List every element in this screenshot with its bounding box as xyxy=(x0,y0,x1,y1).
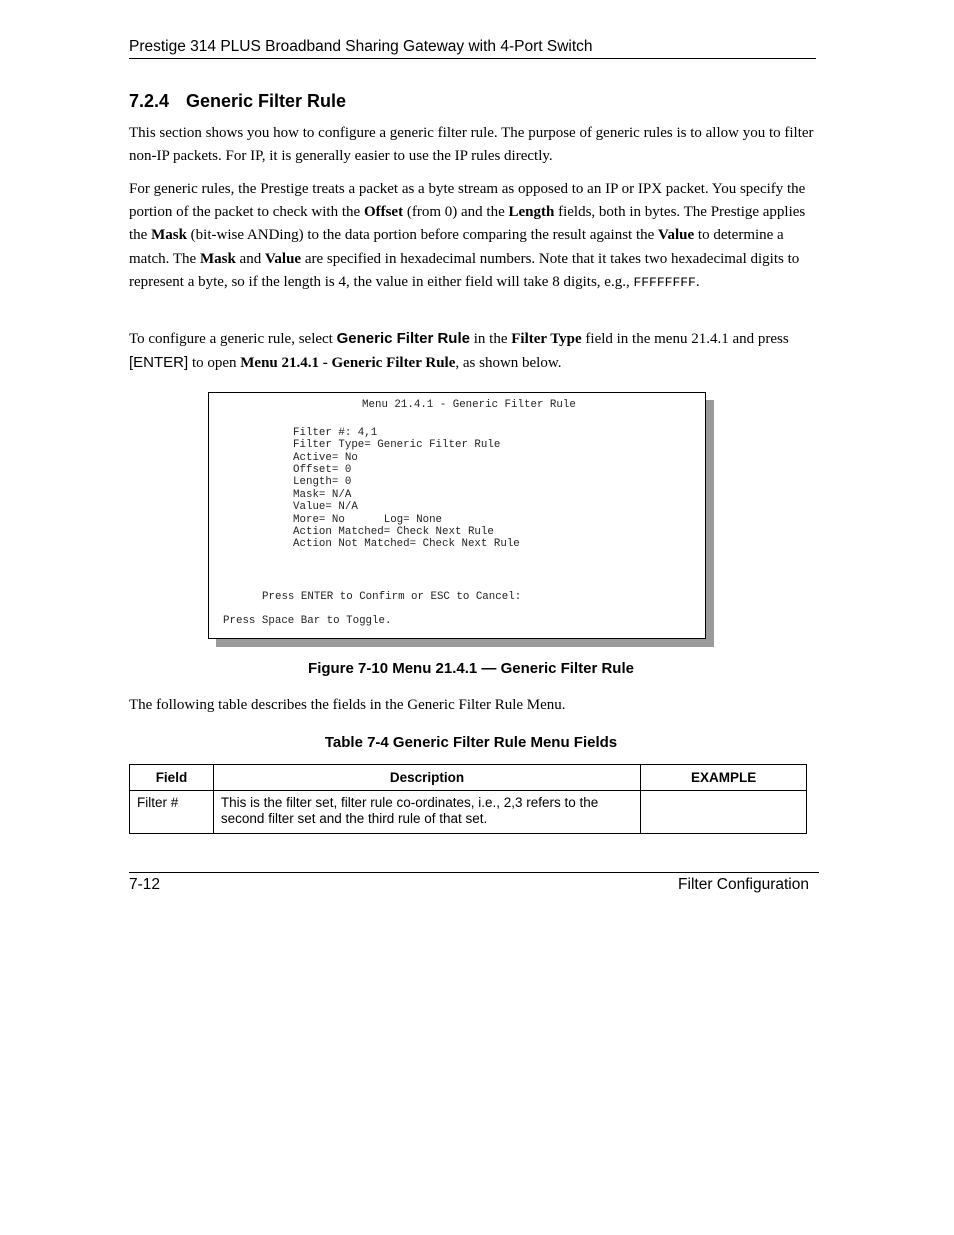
header-field: Field xyxy=(130,765,214,791)
section-title: Generic Filter Rule xyxy=(186,91,347,111)
terminal-line-active: Active= No xyxy=(293,452,358,464)
header-example: EXAMPLE xyxy=(641,765,807,791)
section-heading xyxy=(129,90,346,112)
figure-caption: Figure 7-10 Menu 21.4.1 — Generic Filter Rule xyxy=(308,660,634,677)
chapter-title: Filter Configuration xyxy=(678,876,809,893)
terminal-line-action-not-matched: Action Not Matched= Check Next Rule xyxy=(293,538,520,550)
terminal-line-offset: Offset= 0 xyxy=(293,464,352,476)
terminal-line-mask: Mask= N/A xyxy=(293,489,352,501)
table-header-row xyxy=(130,765,807,791)
generic-rules-paragraph: For generic rules, the Prestige treats a packet as a byte stream as opposed to an IP or IPX packet. You specify the portion of the packet to check with the Offset (from 0) and the Length fields, both in bytes. The Prestige applies the Mask (bit-wise ANDing) to the data portion before comparing the result against the Value to determine a match. The Mask and Value are specified in hexadecimal numbers. Note that it takes two hexadecimal digits to represent a byte, so if the length is 4, the value in either field will take 8 digits, e.g., FFFFFFFF. xyxy=(129,181,806,290)
terminal-line-value: Value= N/A xyxy=(293,501,358,513)
header-description: Description xyxy=(213,765,640,791)
terminal-line-action-matched: Action Matched= Check Next Rule xyxy=(293,526,494,538)
cell-description: This is the filter set, filter rule co-ordinates, i.e., 2,3 refers to the second filter set and the third rule of that set. xyxy=(213,791,640,834)
terminal-figure xyxy=(208,392,714,647)
terminal-screen xyxy=(208,392,706,639)
page-number: 7-12 xyxy=(129,876,161,893)
terminal-line-more-log: More= No Log= None xyxy=(293,514,443,526)
running-header: Prestige 314 PLUS Broadband Sharing Gateway with 4-Port Switch xyxy=(129,37,816,59)
table-intro-paragraph: The following table describes the fields in the Generic Filter Rule Menu. xyxy=(129,697,566,713)
cell-field: Filter # xyxy=(130,791,214,834)
terminal-confirm-prompt: Press ENTER to Confirm or ESC to Cancel: xyxy=(262,591,522,603)
configure-paragraph: To configure a generic rule, select Generic Filter Rule in the Filter Type field in the menu 21.4.1 and press [ENTER] to open Menu 21.4.1 - Generic Filter Rule, as shown below. xyxy=(129,330,789,372)
terminal-line-filter-type: Filter Type= Generic Filter Rule xyxy=(293,439,501,451)
terminal-title: Menu 21.4.1 - Generic Filter Rule xyxy=(362,399,576,411)
running-footer xyxy=(129,872,819,893)
table-caption: Table 7-4 Generic Filter Rule Menu Fields xyxy=(324,734,618,751)
terminal-line-length: Length= 0 xyxy=(293,476,352,488)
table-row xyxy=(130,791,807,834)
terminal-line-filter-num: Filter #: 4,1 xyxy=(293,427,378,439)
terminal-toggle-hint: Press Space Bar to Toggle. xyxy=(223,615,392,627)
intro-paragraph: This section shows you how to configure a generic filter rule. The purpose of generic rules is to allow you to filter non-IP packets. For IP, it is generally easier to use the IP rules directly. xyxy=(129,125,814,165)
cell-example xyxy=(641,791,807,834)
fields-table xyxy=(129,764,807,834)
section-number: 7.2.4 xyxy=(129,91,170,111)
